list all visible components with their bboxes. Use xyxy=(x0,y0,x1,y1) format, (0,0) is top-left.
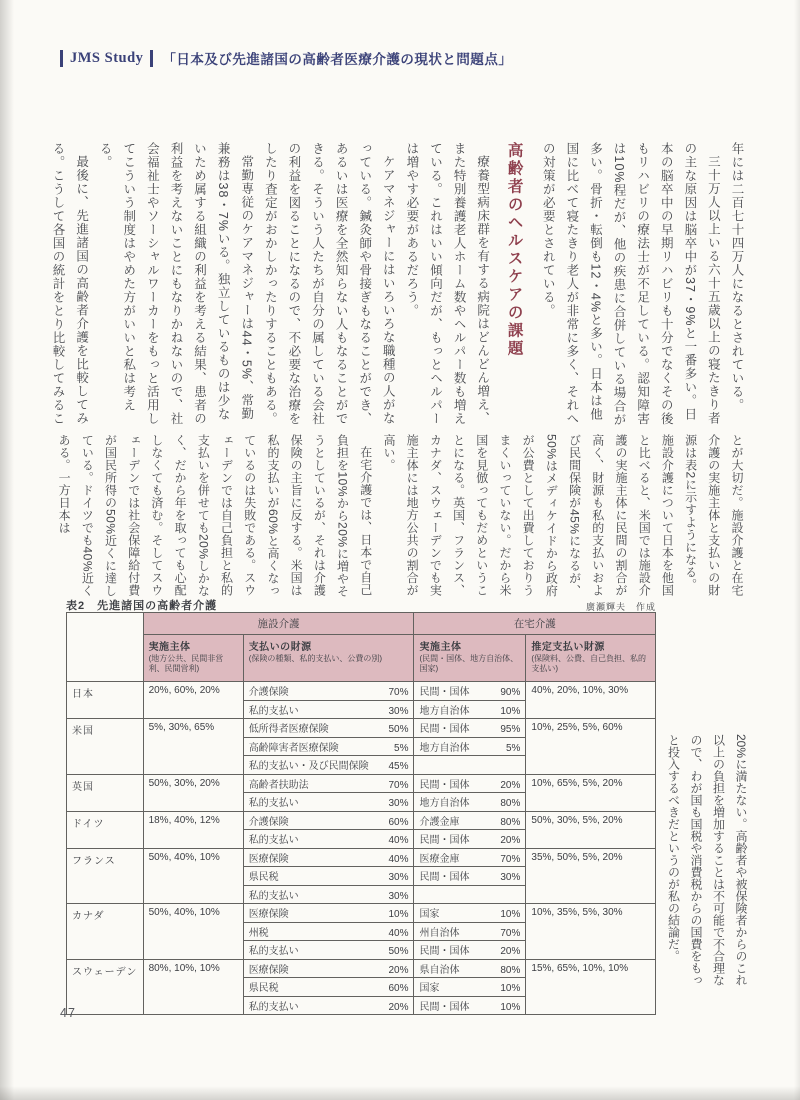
home-provider-cell-label: 民間・国体 xyxy=(419,687,470,699)
facility-funding-cell xyxy=(243,719,414,738)
column-header-subtitle: (民間・国体、地方自治体、国家) xyxy=(419,654,519,673)
facility-funding-cell-percent: 40% xyxy=(388,853,409,865)
facility-funding-cell xyxy=(243,996,414,1015)
home-provider-cell xyxy=(414,867,526,886)
facility-funding-cell-label: 医療保険 xyxy=(248,909,289,921)
home-funding-cell: 10%, 65%, 5%, 20% xyxy=(526,774,656,811)
facility-funding-cell-percent: 20% xyxy=(388,964,409,976)
home-provider-cell-label: 民間・国体 xyxy=(419,779,470,791)
facility-funding-cell-percent: 40% xyxy=(388,835,409,847)
column-header-title: 推定支払い財源 xyxy=(531,642,605,653)
home-provider-cell xyxy=(414,719,526,738)
country-cell: ドイツ xyxy=(67,811,144,848)
article-paragraph: 最後に、先進諸国の高齢者介護を比較してみる。こうして各国の統計をとり比較してみるこ xyxy=(50,142,89,426)
column-header-subtitle: (保険料、公費、自己負担、私的支払い) xyxy=(531,654,647,673)
facility-funding-cell-percent: 60% xyxy=(388,983,409,995)
facility-funding-cell-percent: 60% xyxy=(388,816,409,828)
header-divider-bar xyxy=(60,50,63,67)
home-provider-cell-percent: 5% xyxy=(505,742,521,754)
article-paragraph: 常勤専従のケアマネジャーは44・5%、常勤兼務は38・7%いる。独立しているものは少ないため属する組織の利益を考える結果、患者の利益を考えないことにもなりかねないので、社会福祉士やソーシャルワーカーをもっと活用してこういう制度はやめた方がいいと私は考える。 xyxy=(98,142,254,426)
facility-provider-cell: 20%, 60%, 20% xyxy=(143,682,243,719)
facility-funding-cell xyxy=(243,793,414,812)
home-provider-cell-label: 民間・国体 xyxy=(419,724,470,736)
facility-funding-cell-label: 介護保険 xyxy=(248,816,289,828)
home-provider-cell xyxy=(414,885,526,904)
group-header-home-care: 在宅介護 xyxy=(414,613,656,635)
article-paragraph: 療養型病床群を有する病院はどんどん増え、また特別養護老人ホーム数やヘルパー数も増えている。これはいい傾向だが、もっとヘルパーは増やす必要があるだろう。 xyxy=(404,142,490,426)
home-provider-cell xyxy=(414,959,526,978)
home-provider-cell xyxy=(414,922,526,941)
country-cell: 英国 xyxy=(67,774,144,811)
facility-funding-cell-label: 私的支払い xyxy=(248,946,299,958)
article-column-block-1 xyxy=(50,142,748,433)
country-cell: 日本 xyxy=(67,682,144,719)
facility-funding-cell-label: 医療保険 xyxy=(248,964,289,976)
home-provider-cell xyxy=(414,793,526,812)
facility-funding-cell xyxy=(243,737,414,756)
home-provider-cell-percent: 80% xyxy=(500,964,521,976)
home-provider-cell xyxy=(414,682,526,701)
home-provider-cell-label: 国家 xyxy=(419,909,440,921)
home-funding-cell: 35%, 50%, 5%, 20% xyxy=(526,848,656,904)
home-provider-cell-label: 国家 xyxy=(419,983,440,995)
group-header-facility-care: 施設介護 xyxy=(143,613,414,635)
facility-funding-cell-label: 県民税 xyxy=(248,872,279,884)
home-provider-cell-label: 地方自治体 xyxy=(419,705,470,717)
facility-funding-cell xyxy=(243,885,414,904)
home-provider-cell-label: 民間・国体 xyxy=(419,946,470,958)
facility-funding-cell-label: 高齢者扶助法 xyxy=(248,779,309,791)
facility-funding-cell-label: 私的支払い xyxy=(248,835,299,847)
home-provider-cell-label: 民間・国体 xyxy=(419,872,470,884)
facility-funding-cell xyxy=(243,682,414,701)
article-paragraph: ケアマネジャーにはいろいろな職種の人がなっている。鍼灸師や骨接ぎもなることができ、あるいは医療を全然知らない人もなることができる。そういう人たちが自分の属している会社の利益を図ることになるので、不必要な治療をしたり査定がおかしかったりすることもある。 xyxy=(263,142,396,426)
table-credit: 廣瀬輝夫 作成 xyxy=(585,602,656,612)
facility-funding-cell xyxy=(243,848,414,867)
table-row xyxy=(67,848,656,867)
home-provider-cell-percent: 20% xyxy=(500,946,521,958)
facility-funding-cell-label: 州税 xyxy=(248,927,269,939)
facility-funding-cell xyxy=(243,978,414,997)
home-provider-cell-label: 地方自治体 xyxy=(419,742,470,754)
home-provider-cell xyxy=(414,774,526,793)
home-funding-cell: 50%, 30%, 5%, 20% xyxy=(526,811,656,848)
home-provider-cell-percent: 90% xyxy=(500,687,521,699)
home-funding-cell: 15%, 65%, 10%, 10% xyxy=(526,959,656,1015)
column-header-title: 支払いの財源 xyxy=(248,642,312,653)
home-provider-cell-percent: 80% xyxy=(500,798,521,810)
facility-funding-cell-label: 私的支払い・及び民間保険 xyxy=(248,761,369,773)
home-provider-cell-percent: 20% xyxy=(500,835,521,847)
home-provider-cell-percent: 95% xyxy=(500,724,521,736)
page-header xyxy=(60,48,512,68)
article-column-block-2 xyxy=(57,434,748,603)
home-provider-cell-percent: 70% xyxy=(500,853,521,865)
home-provider-cell xyxy=(414,756,526,775)
country-cell: スウェーデン xyxy=(67,959,144,1015)
facility-funding-cell-percent: 70% xyxy=(388,687,409,699)
facility-funding-cell xyxy=(243,904,414,923)
article-title: 「日本及び先進諸国の高齢者医療介護の現状と問題点」 xyxy=(162,52,513,67)
home-provider-cell xyxy=(414,811,526,830)
facility-funding-cell xyxy=(243,867,414,886)
column-header-home-provider xyxy=(414,635,526,682)
home-provider-cell-percent: 20% xyxy=(500,779,521,791)
table-row xyxy=(67,719,656,738)
table-row xyxy=(67,774,656,793)
facility-funding-cell-percent: 30% xyxy=(388,798,409,810)
home-provider-cell-label: 介護金庫 xyxy=(419,816,460,828)
country-cell: 米国 xyxy=(67,719,144,775)
article-paragraph: 年には二百七十四万人になるとされている。 xyxy=(730,142,744,412)
journal-brand: JMS Study xyxy=(70,49,144,66)
table-group-header-row xyxy=(67,613,656,635)
facility-funding-cell xyxy=(243,774,414,793)
facility-funding-cell-percent: 20% xyxy=(388,1001,409,1013)
facility-funding-cell xyxy=(243,756,414,775)
facility-funding-cell-percent: 50% xyxy=(388,946,409,958)
column-header-subtitle: (保険の種類、私的支払い、公費の別) xyxy=(248,654,383,663)
page-number: 47 xyxy=(60,1006,76,1020)
home-provider-cell-percent: 30% xyxy=(500,872,521,884)
home-provider-cell-percent: 10% xyxy=(500,983,521,995)
table-row xyxy=(67,682,656,701)
article-paragraph: とが大切だ。施設介護と在宅介護の実施主体と支払いの財源は表2に示すようになる。施設介護について日本を他国と比べると、米国では施設介護の実施主体に民間の割合が高く、財源も私的支払いおよび民間保険が45%になるが、50%はメディケイドから政府が公費として出費しておりうまくいっていない。だから米国を見倣ってもだめということになる。英国、フランス、カナダ、スウェーデンでも実施主体には地方公共の割合が高い。 xyxy=(381,434,744,598)
home-provider-cell-percent: 10% xyxy=(500,1001,521,1013)
home-provider-cell-label: 医療金庫 xyxy=(419,853,460,865)
facility-provider-cell: 50%, 30%, 20% xyxy=(143,774,243,811)
facility-provider-cell: 18%, 40%, 12% xyxy=(143,811,243,848)
table-caption: 表2 先進諸国の高齢者介護 xyxy=(66,600,218,612)
article-paragraph: 20%に満たない。高齢者や被保険者からのこれ以上の負担を増加することは不可能で不合理なので、わが国も国税や消費税からの国費をもっと投入するべきだというのが私の結論だ。 xyxy=(666,734,748,987)
facility-funding-cell-label: 医療保険 xyxy=(248,853,289,865)
article-column-block-3 xyxy=(660,734,752,994)
facility-funding-cell-percent: 30% xyxy=(388,872,409,884)
facility-funding-cell-percent: 50% xyxy=(388,724,409,736)
column-header-title: 実施主体 xyxy=(148,642,191,653)
home-provider-cell-percent: 70% xyxy=(500,927,521,939)
home-provider-cell-label: 県自治体 xyxy=(419,964,460,976)
country-cell: フランス xyxy=(67,848,144,904)
facility-funding-cell xyxy=(243,811,414,830)
home-provider-cell xyxy=(414,700,526,719)
column-header-facility-provider xyxy=(143,635,243,682)
facility-provider-cell: 5%, 30%, 65% xyxy=(143,719,243,775)
facility-funding-cell xyxy=(243,959,414,978)
facility-funding-cell xyxy=(243,700,414,719)
home-provider-cell-percent: 80% xyxy=(500,816,521,828)
article-paragraph: 三十万人以上いる六十五歳以上の寝たきり者の主な原因は脳卒中が37・9%と一番多い。日本の脳卒中の早期リハビリも十分でなくその後もリハビリの療法士が不足している。認知障害は10%程だが、他の疾患に合併している場合が多い。骨折・転倒も12・4%と多い。日本は他国に比べて寝たきり老人が非常に多く、それへの対策が必要とされている。 xyxy=(541,142,721,427)
article-paragraph: 在宅介護では、日本で自己負担を10%から20%に増やそうとしているが、それは介護保険の主旨に反する。米国は私的支払いが60%と高くなっているのは失敗である。スウェーデンでは自己負担と私的支払いを併せても20%しかなく、だから年を取っても心配しなくても済む。そしてスウェーデンでは社会保障給付費が国民所得の50%近くに達している。ドイツでも40%近くある。一方日本は xyxy=(57,434,373,598)
home-funding-cell: 10%, 25%, 5%, 60% xyxy=(526,719,656,775)
home-funding-cell: 10%, 35%, 5%, 30% xyxy=(526,904,656,960)
table-row xyxy=(67,811,656,830)
column-header-facility-funding xyxy=(243,635,414,682)
facility-funding-cell-label: 私的支払い xyxy=(248,798,299,810)
facility-funding-cell-percent: 30% xyxy=(388,890,409,902)
home-provider-cell xyxy=(414,830,526,849)
home-provider-cell-label: 民間・国体 xyxy=(419,835,470,847)
facility-provider-cell: 80%, 10%, 10% xyxy=(143,959,243,1015)
section-heading: 高齢者のヘルスケアの課題 xyxy=(505,142,523,358)
column-header-title: 実施主体 xyxy=(419,642,462,653)
facility-funding-cell xyxy=(243,830,414,849)
home-provider-cell-label: 地方自治体 xyxy=(419,798,470,810)
facility-funding-cell-percent: 30% xyxy=(388,705,409,717)
facility-funding-cell-percent: 70% xyxy=(388,779,409,791)
home-provider-cell-percent: 10% xyxy=(500,705,521,717)
country-cell: カナダ xyxy=(67,904,144,960)
elder-care-comparison-table xyxy=(66,612,656,1015)
home-provider-cell-label: 州自治体 xyxy=(419,927,460,939)
home-funding-cell: 40%, 20%, 10%, 30% xyxy=(526,682,656,719)
header-divider-bar xyxy=(150,50,153,67)
facility-funding-cell-percent: 40% xyxy=(388,927,409,939)
facility-funding-cell-label: 介護保険 xyxy=(248,687,289,699)
table-row xyxy=(67,959,656,978)
home-provider-cell-percent: 10% xyxy=(500,909,521,921)
home-provider-cell-label: 民間・国体 xyxy=(419,1001,470,1013)
column-header-subtitle: (地方公共、民間非営利、民間営利) xyxy=(148,654,224,673)
home-provider-cell xyxy=(414,848,526,867)
facility-funding-cell-label: 低所得者医療保険 xyxy=(248,724,329,736)
home-provider-cell xyxy=(414,996,526,1015)
home-provider-cell xyxy=(414,941,526,960)
facility-funding-cell-percent: 10% xyxy=(388,909,409,921)
facility-provider-cell: 50%, 40%, 10% xyxy=(143,904,243,960)
facility-funding-cell xyxy=(243,922,414,941)
facility-provider-cell: 50%, 40%, 10% xyxy=(143,848,243,904)
facility-funding-cell-percent: 45% xyxy=(388,761,409,773)
home-provider-cell xyxy=(414,737,526,756)
home-provider-cell xyxy=(414,904,526,923)
home-provider-cell xyxy=(414,978,526,997)
facility-funding-cell-percent: 5% xyxy=(394,742,409,754)
facility-funding-cell xyxy=(243,941,414,960)
facility-funding-cell-label: 私的支払い xyxy=(248,890,299,902)
facility-funding-cell-label: 私的支払い xyxy=(248,1001,299,1013)
column-header-home-funding xyxy=(526,635,656,682)
table-column-header-row xyxy=(67,635,656,682)
facility-funding-cell-label: 県民税 xyxy=(248,983,279,995)
facility-funding-cell-label: 高齢障害者医療保険 xyxy=(248,742,339,754)
table-corner-cell xyxy=(67,613,144,682)
table-row xyxy=(67,904,656,923)
table-caption-row xyxy=(66,597,656,613)
facility-funding-cell-label: 私的支払い xyxy=(248,705,299,717)
